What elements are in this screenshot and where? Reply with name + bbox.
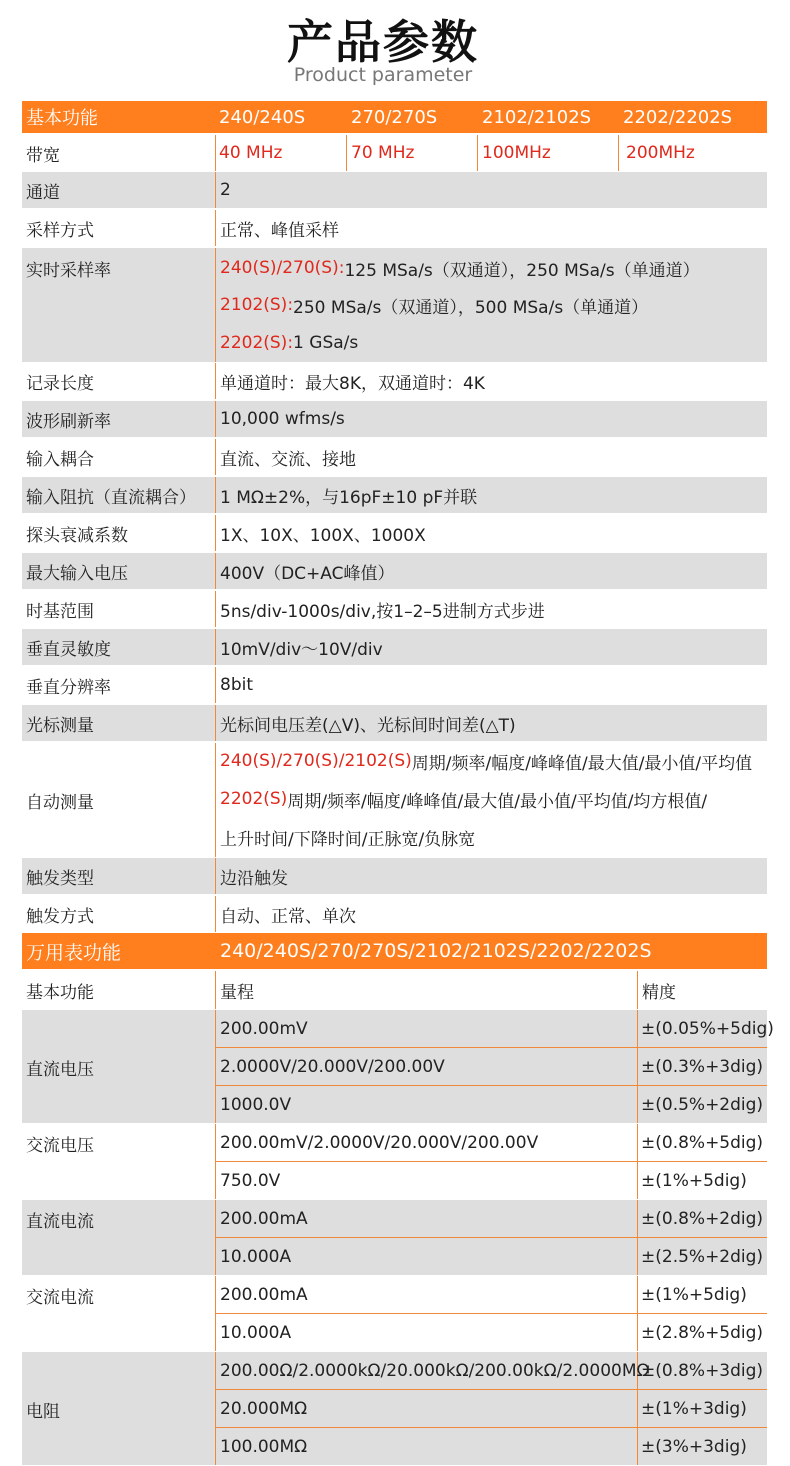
realtime-rate-line-2 [220,287,648,323]
input-impedance-row [22,477,767,513]
trigger-mode-value: 自动、正常、单次 [220,906,356,927]
record-length-label: 记录长度 [26,373,94,394]
basic-function-label: 基本功能 [26,108,98,129]
timebase-label: 时基范围 [26,601,94,622]
auto-measure-text-2: 周期/频率/幅度/峰峰值/最大值/最小值/平均值/均方根值/ [287,791,708,812]
dmm-accuracy-cell: ±(2.8%+5dig) [641,1323,764,1343]
trigger-type-row [22,858,767,894]
dmm-accuracy-cell: ±(3%+3dig) [641,1437,747,1457]
trigger-type-value: 边沿触发 [220,868,288,889]
basic-function-header [22,101,767,133]
trigger-mode-label: 触发方式 [26,906,94,927]
dmm-range-cell: 20.000MΩ [220,1399,308,1419]
dmm-columns-row [22,971,767,1009]
vertical-sensitivity-label: 垂直灵敏度 [26,639,111,660]
dmm-accuracy-cell: ±(0.3%+3dig) [641,1057,764,1077]
auto-measure-text-3: 上升时间/下降时间/正脉宽/负脉宽 [220,829,476,850]
sampling-mode-row [22,210,767,246]
page-title: 产品参数 [287,15,479,69]
cursor-value: 光标间电压差(△V)、光标间时间差(△T) [220,715,516,736]
refresh-rate-label: 波形刷新率 [26,411,111,432]
vertical-resolution-row [22,667,767,703]
input-coupling-label: 输入耦合 [26,449,94,470]
trigger-mode-row [22,896,767,932]
max-voltage-row [22,553,767,589]
dmm-range-cell: 1000.0V [220,1095,292,1115]
cursor-label: 光标测量 [26,715,94,736]
model-header-240: 240/240S [219,106,306,128]
input-impedance-value: 1 MΩ±2%，与16pF±10 pF并联 [220,487,478,508]
auto-measure-label: 自动测量 [26,792,94,813]
dmm-range-cell: 200.00mA [220,1285,308,1305]
record-length-value: 单通道时：最大8K，双通道时：4K [220,373,485,394]
sampling-mode-value: 正常、峰值采样 [220,220,339,241]
dmm-accuracy-cell: ±(1%+3dig) [641,1399,747,1419]
dmm-accuracy-cell: ±(1%+5dig) [641,1285,747,1305]
trigger-type-label: 触发类型 [26,868,94,889]
dmm-header-label: 万用表功能 [26,941,122,964]
dmm-group-label: 电阻 [26,1401,60,1422]
sampling-mode-label: 采样方式 [26,220,94,241]
model-header-2102: 2102/2102S [482,106,592,128]
dmm-col-accuracy: 精度 [642,982,676,1003]
dmm-range-cell: 10.000A [220,1323,292,1343]
probe-attenuation-label: 探头衰减系数 [26,525,128,546]
dmm-accuracy-cell: ±(0.5%+2dig) [641,1095,764,1115]
vertical-resolution-value: 8bit [220,675,253,695]
bandwidth-row [22,135,767,171]
auto-measure-text-1: 周期/频率/幅度/峰峰值/最大值/最小值/平均值 [411,753,753,774]
dmm-header-models: 240/240S/270/270S/2102/2102S/2202/2202S [220,940,652,962]
dmm-range-cell: 200.00mV [220,1019,308,1039]
dmm-range-cell: 10.000A [220,1247,292,1267]
bandwidth-270: 70 MHz [351,143,415,163]
dmm-group-label: 直流电压 [26,1059,94,1080]
realtime-rate-label: 实时采样率 [26,260,111,281]
record-length-row [22,363,767,399]
vertical-sensitivity-row [22,629,767,665]
probe-attenuation-row [22,515,767,551]
page-subtitle: Product parameter [293,64,473,86]
dmm-accuracy-cell: ±(0.05%+5dig) [641,1019,774,1039]
dmm-header [22,933,767,969]
dmm-range-cell: 200.00Ω/2.0000kΩ/20.000kΩ/200.00kΩ/2.0000MΩ [220,1361,650,1381]
refresh-rate-value: 10,000 wfms/s [220,409,345,429]
channels-label: 通道 [26,182,60,203]
realtime-rate-text-3: 1 GSa/s [293,333,359,353]
vertical-resolution-label: 垂直分辨率 [26,677,111,698]
auto-measure-model-1: 240(S)/270(S)/2102(S) [220,751,412,771]
max-voltage-value: 400V（DC+AC峰值） [220,563,395,584]
dmm-accuracy-cell: ±(0.8%+3dig) [641,1361,764,1381]
dmm-accuracy-cell: ±(1%+5dig) [641,1171,747,1191]
auto-measure-model-2: 2202(S) [220,789,288,809]
dmm-range-cell: 750.0V [220,1171,281,1191]
realtime-rate-line-3 [220,325,358,361]
model-header-2202: 2202/2202S [623,106,733,128]
bandwidth-2102: 100MHz [482,143,551,163]
channels-row [22,172,767,208]
dmm-range-cell: 2.0000V/20.000V/200.00V [220,1057,445,1077]
dmm-group-label: 交流电流 [26,1287,94,1308]
dmm-col-basic: 基本功能 [26,982,94,1003]
realtime-rate-model-3: 2202(S): [220,333,294,353]
realtime-rate-text-1: 125 MSa/s（双通道），250 MSa/s（单通道） [344,260,700,281]
auto-measure-line-1 [220,743,752,779]
channels-value: 2 [220,180,231,200]
bandwidth-240: 40 MHz [219,143,283,163]
input-coupling-value: 直流、交流、接地 [220,449,356,470]
bandwidth-label: 带宽 [26,145,60,166]
realtime-rate-model-1: 240(S)/270(S): [220,258,345,278]
realtime-rate-text-2: 250 MSa/s（双通道），500 MSa/s（单通道） [293,297,649,318]
dmm-range-cell: 200.00mA [220,1209,308,1229]
model-header-270: 270/270S [351,106,438,128]
probe-attenuation-value: 1X、10X、100X、1000X [220,525,426,546]
dmm-group-label: 直流电流 [26,1211,94,1232]
dmm-range-cell: 200.00mV/2.0000V/20.000V/200.00V [220,1133,539,1153]
bandwidth-2202: 200MHz [626,143,695,163]
dmm-accuracy-cell: ±(0.8%+5dig) [641,1133,764,1153]
timebase-value: 5ns/div-1000s/div,按1–2–5进制方式步进 [220,601,545,622]
auto-measure-line-3 [220,819,475,855]
auto-measure-line-2 [220,781,707,817]
dmm-accuracy-cell: ±(0.8%+2dig) [641,1209,764,1229]
refresh-rate-row [22,401,767,437]
cursor-row [22,705,767,741]
input-impedance-label: 输入阻抗（直流耦合） [26,487,196,508]
input-coupling-row [22,439,767,475]
realtime-rate-model-2: 2102(S): [220,295,294,315]
vertical-sensitivity-value: 10mV/div～10V/div [220,639,383,660]
timebase-row [22,591,767,627]
realtime-rate-line-1 [220,250,700,286]
dmm-group-label: 交流电压 [26,1135,94,1156]
dmm-col-range: 量程 [220,982,254,1003]
max-voltage-label: 最大输入电压 [26,563,128,584]
dmm-range-cell: 100.00MΩ [220,1437,308,1457]
dmm-accuracy-cell: ±(2.5%+2dig) [641,1247,764,1267]
